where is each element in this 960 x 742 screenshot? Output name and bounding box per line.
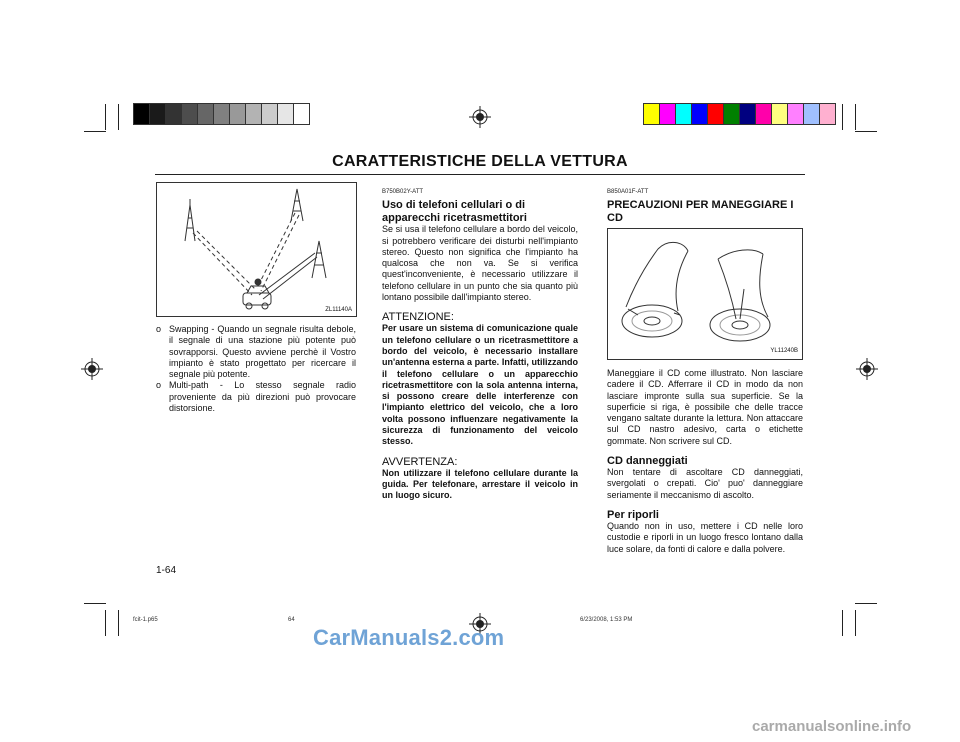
warning-text: Non utilizzare il telefono cellulare durante la guida. Per telefonare, arrestare il veicolo in un luogo sicuro.	[382, 467, 578, 501]
gray-swatch	[165, 103, 182, 125]
store-text: Quando non in uso, mettere i CD nelle loro custodie e riporli in un luogo fresco lontano dalla luce solare, da fonti di calore e dalla polvere.	[607, 520, 803, 554]
watermark-right: carmanualsonline.info	[752, 718, 912, 735]
process-color-bar	[643, 103, 835, 125]
cd-hands-illustration	[608, 229, 802, 359]
gray-swatch	[229, 103, 246, 125]
section-code: B750B02Y-ATT	[382, 189, 424, 195]
color-swatch	[819, 103, 836, 125]
footer-file: fcit-1.p65	[133, 617, 158, 623]
title-divider	[155, 174, 805, 175]
damaged-heading: CD danneggiati	[607, 455, 688, 468]
color-swatch	[755, 103, 772, 125]
registration-mark-icon	[81, 358, 103, 380]
page-number: 1-64	[156, 565, 177, 576]
store-heading: Per riporli	[607, 508, 659, 521]
registration-mark-icon	[469, 106, 491, 128]
damaged-text: Non tentare di ascoltare CD danneggiati, svergolati o crepati. Cio' puo' danneggiare seriamente il meccanismo di ascolto.	[607, 467, 803, 500]
color-swatch	[787, 103, 804, 125]
gray-swatch	[213, 103, 230, 125]
color-swatch	[771, 103, 788, 125]
crop-mark	[105, 610, 106, 636]
footer-page: 64	[288, 617, 295, 623]
crop-mark	[105, 104, 106, 130]
crop-mark	[855, 610, 856, 636]
gray-swatch	[245, 103, 262, 125]
crop-mark	[842, 610, 843, 636]
gray-swatch	[277, 103, 294, 125]
color-swatch	[803, 103, 820, 125]
bullet-text: Multi-path - Lo stesso segnale radio proveniente da più direzioni può provocare distorsione.	[169, 380, 356, 414]
crop-mark	[118, 610, 119, 636]
bullet-text: Swapping - Quando un segnale risulta debole, il segnale di una stazione più potente può sovrapporsi. Questo avviene perchè il Vostro impianto è stato progettato per ricercare il segnale più potente.	[169, 324, 356, 380]
color-swatch	[739, 103, 756, 125]
crop-mark	[855, 603, 877, 604]
color-swatch	[675, 103, 692, 125]
bullet-mark: o	[156, 380, 162, 391]
grayscale-bar	[133, 103, 309, 125]
gray-swatch	[197, 103, 214, 125]
color-swatch	[643, 103, 660, 125]
color-swatch	[723, 103, 740, 125]
right-column-bottom	[607, 368, 803, 555]
list-item	[156, 380, 356, 414]
crop-mark	[84, 131, 106, 132]
body-text: Maneggiare il CD come illustrato. Non lasciare cadere il CD. Afferrare il CD in modo da non lasciare impronte sulla sua superficie. Se la superficie si riga, è possibile che delle tracce vengano saltate durante la lettura. Non attaccare sul CD nastro adesivo, carta o etichette gommate. Non scrivere sul CD.	[607, 368, 803, 446]
antenna-towers-illustration	[157, 183, 356, 316]
color-swatch	[707, 103, 724, 125]
section-code: B850A01F-ATT	[607, 189, 649, 195]
radio-signal-figure	[156, 182, 357, 317]
color-swatch	[691, 103, 708, 125]
page-title: CARATTERISTICHE DELLA VETTURA	[332, 153, 628, 170]
figure-code: ZL11140A	[325, 307, 352, 313]
gray-swatch	[181, 103, 198, 125]
footer-date: 6/23/2008, 1:53 PM	[580, 617, 633, 623]
gray-swatch	[133, 103, 150, 125]
attention-title: ATTENZIONE:	[382, 311, 454, 324]
registration-mark-icon	[856, 358, 878, 380]
warning-title: AVVERTENZA:	[382, 455, 458, 468]
figure-code: YL11240B	[770, 348, 798, 354]
gray-swatch	[293, 103, 310, 125]
crop-mark	[118, 104, 119, 130]
crop-mark	[855, 104, 856, 130]
cd-handling-figure	[607, 228, 803, 360]
attention-text: Per usare un sistema di comunicazione quale un telefono cellulare o un ricetrasmettitore a bordo del veicolo, è necessario installare un'antenna esterna a parte. Infatti, utilizzando il telefono cellulare o un apparecchio ricetrasmettitore con la sola antenna interna, si possono creare delle interferenze con l'impianto elettrico del veicolo, che a loro volta possono influenzare negativamente la sicurezza di funzionamento del veicolo stesso.	[382, 323, 578, 447]
list-item	[156, 324, 356, 380]
section-heading: Uso di telefoni cellulari o di apparecchi ricetrasmettitori	[382, 199, 527, 224]
crop-mark	[855, 131, 877, 132]
crop-mark	[84, 603, 106, 604]
crop-mark	[842, 104, 843, 130]
middle-column	[382, 187, 578, 502]
gray-swatch	[261, 103, 278, 125]
color-swatch	[659, 103, 676, 125]
body-text: Se si usa il telefono cellulare a bordo del veicolo, si potrebbero verificare dei disturbi nell'impianto stereo. Questo non significa che l'impianto ha qualcosa che non va. Se si verifica quest'inconveniente, è necessario utilizzare il telefono cellulare in un punto che sia quanto più lontano possibile dall'impianto stereo.	[382, 224, 578, 303]
left-column	[156, 324, 356, 414]
section-heading: PRECAUZIONI PER MANEGGIARE I CD	[607, 199, 794, 224]
gray-swatch	[149, 103, 166, 125]
watermark-left: CarManuals2.com	[313, 625, 505, 650]
bullet-mark: o	[156, 324, 162, 334]
